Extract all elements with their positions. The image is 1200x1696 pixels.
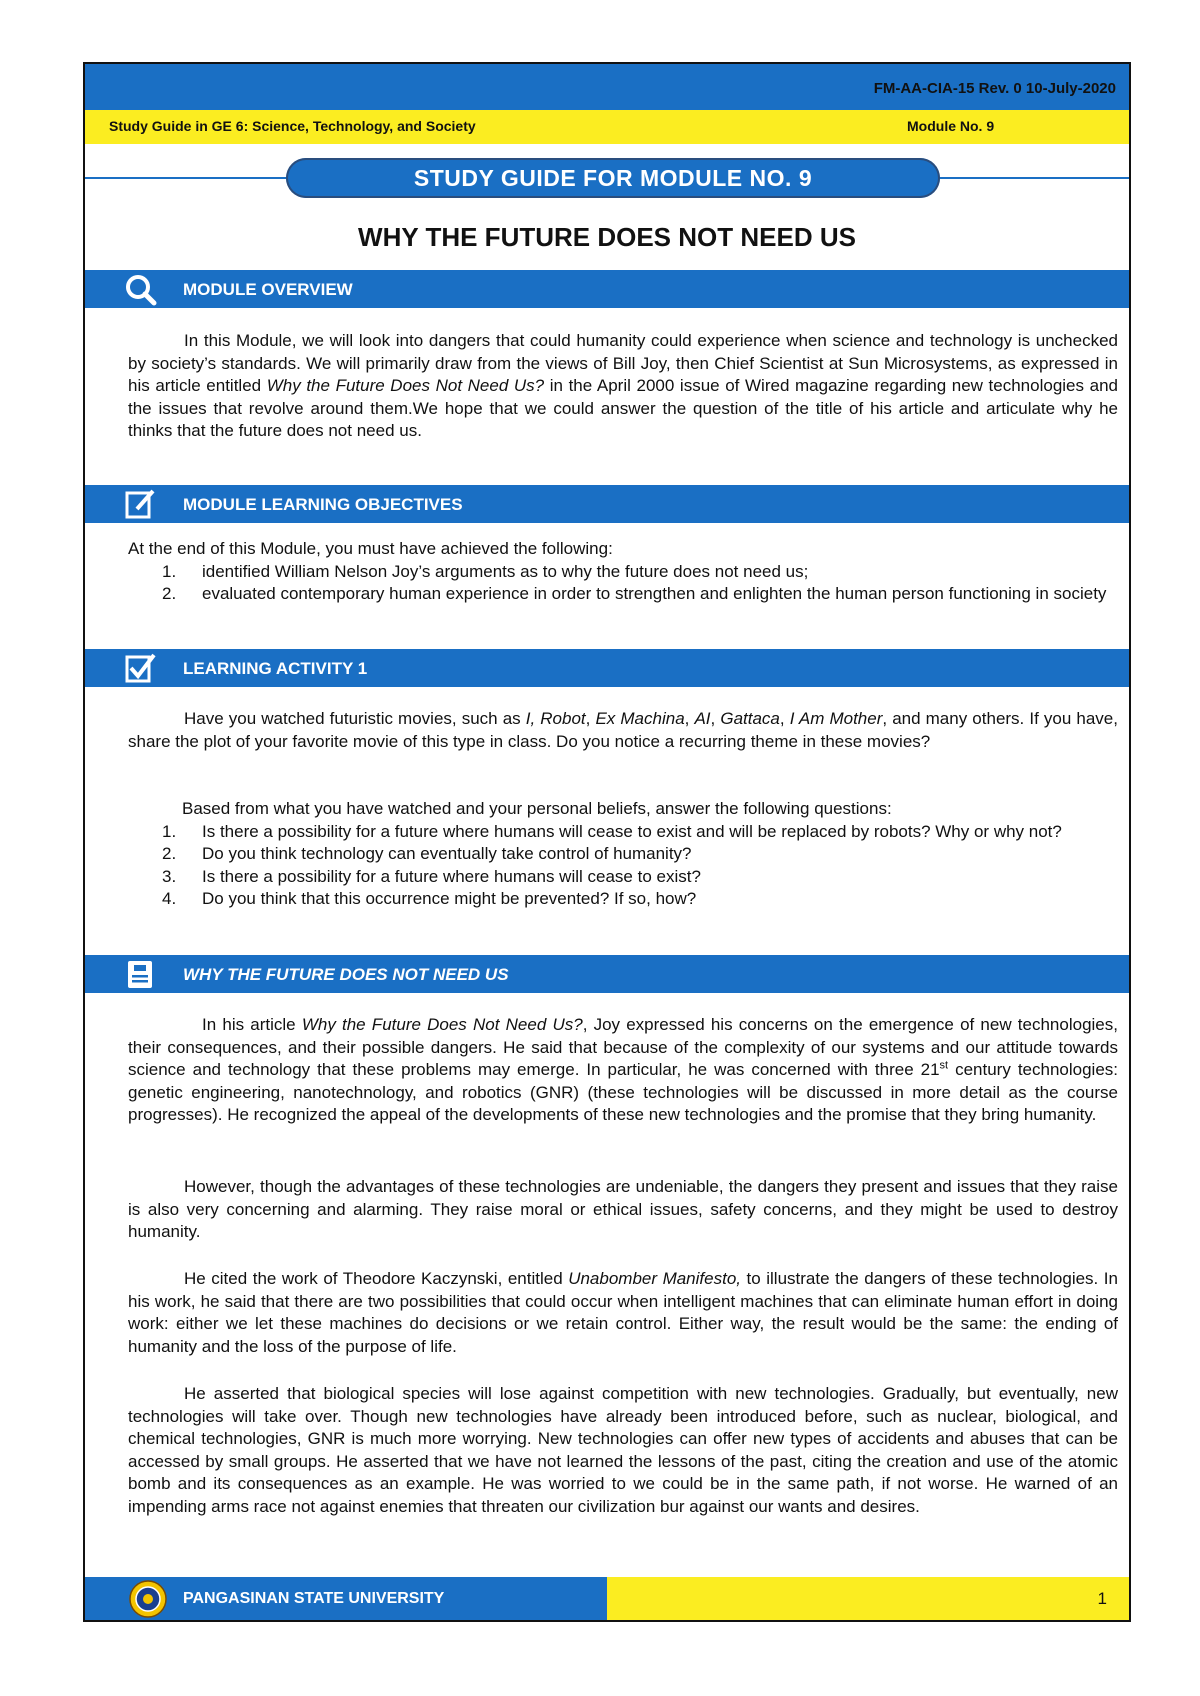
section-title: MODULE LEARNING OBJECTIVES bbox=[183, 495, 463, 514]
reading-paragraph-2: However, though the advantages of these technologies are undeniable, the dangers they present and issues that they raise is also very concerning and alarming. They raise moral or ethical issues, safety concerns, and they might be used to destroy humanity. bbox=[128, 1177, 1118, 1241]
list-item: 1. identified William Nelson Joy’s arguments as to why the future does not need us; bbox=[162, 561, 809, 581]
list-item: 1. Is there a possibility for a future where humans will cease to exist and will be replaced by robots? Why or why not? bbox=[162, 821, 1062, 841]
university-name: PANGASINAN STATE UNIVERSITY bbox=[183, 1590, 445, 1607]
reading-paragraph-4: He asserted that biological species will lose against competition with new technologies. Gradually, but eventually, new technologies will take over. Though new technologies have already been introduced before, such as nuclear, biological, and chemical technologies, GNR is much more worrying. New technologies can offer new types of accidents and abuses that can be accessed by small groups. He asserted that we have not learned the lessons of the past, citing the creation and use of the atomic bomb and its consequences as an example. He was worried to we could be in the same path, if not worse. He warned of an impending arms race not against enemies that threaten our civilization bur against our wants and desires. bbox=[128, 1384, 1118, 1516]
section-title: LEARNING ACTIVITY 1 bbox=[183, 659, 368, 678]
section-header-objectives bbox=[85, 485, 1129, 523]
document-icon bbox=[123, 957, 157, 991]
list-item: 4. Do you think that this occurrence might be prevented? If so, how? bbox=[162, 889, 697, 908]
list-item: 2. Do you think technology can eventually take control of humanity? bbox=[162, 844, 692, 863]
section-header-activity bbox=[85, 649, 1129, 687]
section-title: WHY THE FUTURE DOES NOT NEED US bbox=[183, 965, 509, 984]
checkbox-icon bbox=[123, 651, 157, 685]
objectives-list bbox=[128, 538, 1118, 606]
reading-paragraph-3: He cited the work of Theodore Kaczynski, entitled Unabomber Manifesto, to illustrate the dangers of these technologies. In his work, he said that there are two possibilities that could occur when intelligent machines that can eliminate human effort in doing work: either we let these machines do decisions or we retain control. Either way, the result would be the same: the ending of humanity and the loss of the purpose of life. bbox=[128, 1269, 1118, 1356]
pencil-icon bbox=[123, 487, 157, 521]
list-item: 2. evaluated contemporary human experience in order to strengthen and enlighten the human person functioning in society bbox=[162, 584, 1107, 603]
university-seal-icon bbox=[129, 1580, 167, 1618]
questions-intro: Based from what you have watched and your personal beliefs, answer the following questions: bbox=[182, 799, 892, 818]
footer-yellow-bar bbox=[607, 1577, 1129, 1620]
module-number: Module No. 9 bbox=[907, 118, 995, 134]
section-title: MODULE OVERVIEW bbox=[183, 280, 353, 299]
overview-paragraph: In this Module, we will look into dangers that could humanity could experience when science and technology is unchecked by society’s standards. We will primarily draw from the views of Bill Joy, then Chief Scientist at Sun Microsystems, as expressed in his article entitled Why the Future Does Not Need Us? in the April 2000 issue of Wired magazine regarding new technologies and the issues that revolve around them.We hope that we could answer the question of the title of his article and articulate why he thinks that the future does not need us. bbox=[128, 331, 1118, 440]
section-header-overview bbox=[85, 270, 1129, 308]
reading-paragraph-1: In his article Why the Future Does Not Need Us?, Joy expressed his concerns on the emergence of new technologies, their consequences, and their possible dangers. He said that because of the complexity of our systems and our attitude towards science and technology that these problems may emerge. In particular, he was concerned with three 21st century technologies: genetic engineering, nanotechnology, and robotics (GNR) (these technologies will be discussed in more detail as the course progresses). He recognized the appeal of the developments of these new technologies and the promise that they bring humanity. bbox=[128, 1015, 1118, 1124]
activity-paragraph: Have you watched futuristic movies, such as I, Robot, Ex Machina, AI, Gattaca, I Am Mother, and many others. If you have, share the plot of your favorite movie of this type in class. Do you notice a recurring theme in these movies? bbox=[128, 709, 1118, 751]
page-number: 1 bbox=[1097, 1589, 1107, 1608]
section-header-reading bbox=[85, 955, 1129, 993]
study-guide-banner: STUDY GUIDE FOR MODULE NO. 9 bbox=[286, 158, 940, 198]
questions-list bbox=[128, 798, 1118, 911]
list-item: 3. Is there a possibility for a future where humans will cease to exist? bbox=[162, 866, 701, 886]
page-title: WHY THE FUTURE DOES NOT NEED US bbox=[358, 222, 856, 252]
footer-blue-bar bbox=[85, 1577, 607, 1620]
header-yellow-bar bbox=[85, 110, 1129, 144]
magnifier-icon bbox=[123, 272, 157, 306]
course-title: Study Guide in GE 6: Science, Technology, and Society bbox=[109, 118, 476, 134]
objectives-intro: At the end of this Module, you must have achieved the following: bbox=[128, 539, 613, 558]
form-code: FM-AA-CIA-15 Rev. 0 10-July-2020 bbox=[873, 80, 1116, 97]
